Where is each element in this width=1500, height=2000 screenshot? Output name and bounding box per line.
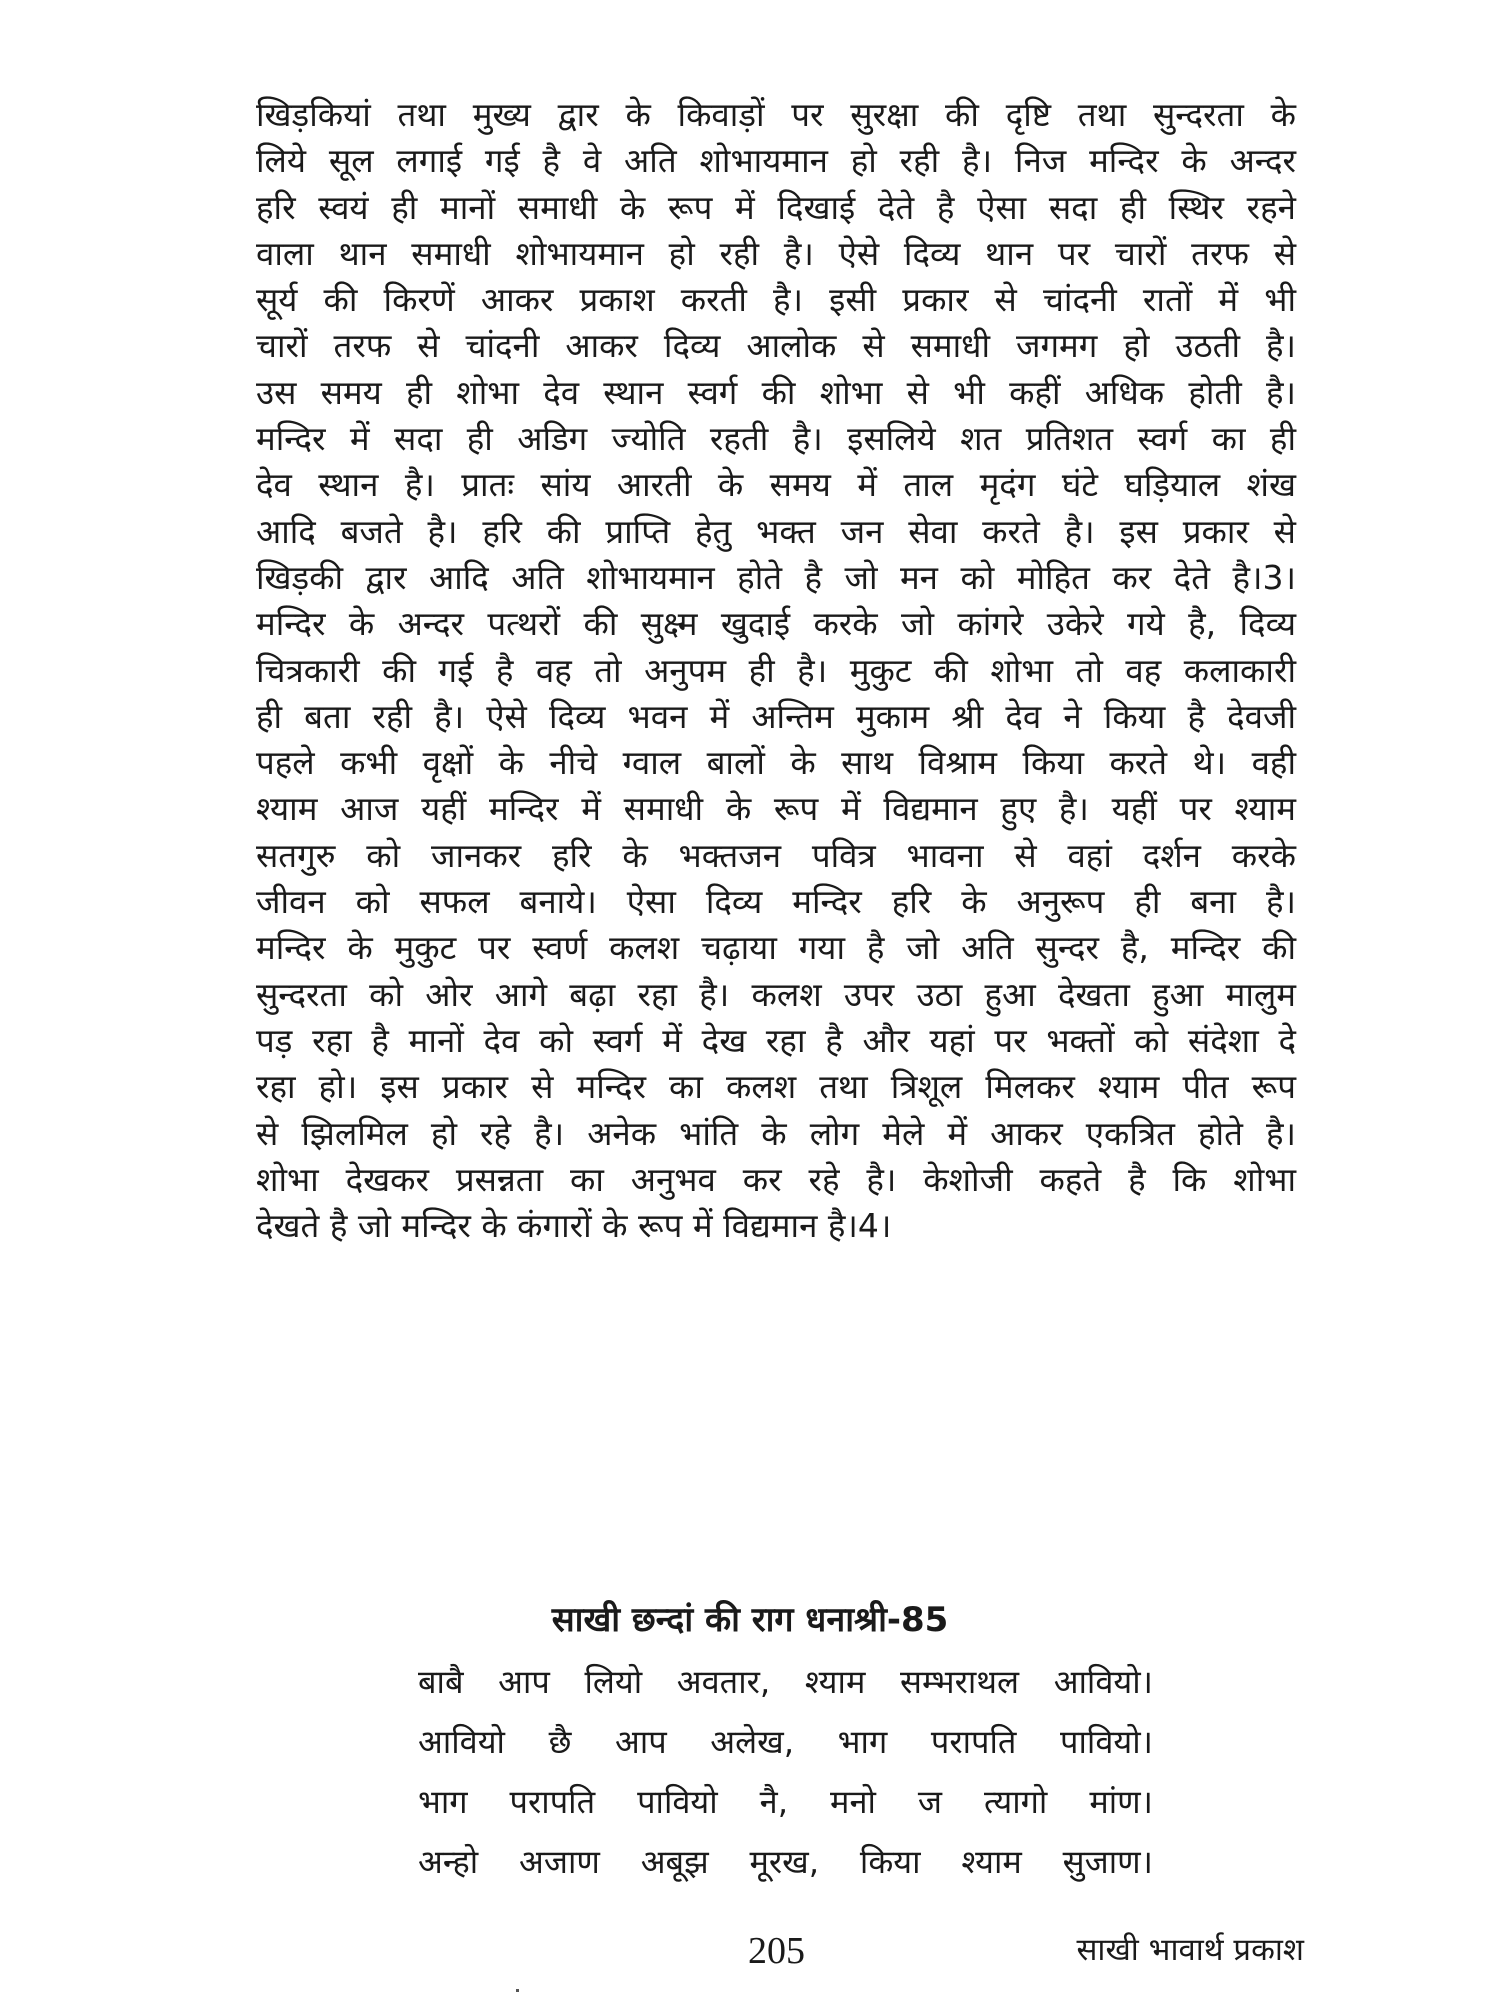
paragraph-line: देखते है जो मन्दिर के कंगारों के रूप में विद्यमान है।4। (256, 1206, 892, 1246)
paragraph-line: पड़ रहा है मानों देव को स्वर्ग में देख रहा है और यहां पर भक्तों को संदेशा दे (256, 1020, 1296, 1060)
verse-line: बाबै आप लियो अवतार, श्याम सम्भराथल आवियो। (418, 1663, 1153, 1701)
running-title: साखी भावार्थ प्रकाश (1076, 1932, 1304, 1968)
paragraph-line: चारों तरफ से चांदनी आकर दिव्य आलोक से समाधी जगमग हो उठती है। (256, 326, 1296, 366)
paragraph-line: सुन्दरता को ओर आगे बढ़ा रहा है। कलश उपर उठा हुआ देखता हुआ मालुम (256, 974, 1296, 1014)
paragraph-line: से झिलमिल हो रहे है। अनेक भांति के लोग मेले में आकर एकत्रित होते है। (256, 1113, 1296, 1153)
paragraph-line: मन्दिर के अन्दर पत्थरों की सुक्ष्म खुदाई करके जो कांगरे उकेरे गये है, दिव्य (256, 604, 1296, 644)
paragraph-line: जीवन को सफल बनाये। ऐसा दिव्य मन्दिर हरि के अनुरूप ही बना है। (256, 882, 1296, 922)
verse-line: भाग परापति पावियो नै, मनो ज त्यागो मांण। (418, 1783, 1153, 1821)
paragraph-line: वाला थान समाधी शोभायमान हो रही है। ऐसे दिव्य थान पर चारों तरफ से (256, 233, 1296, 273)
print-speck (516, 1989, 519, 1992)
verse-line: अन्हो अजाण अबूझ मूरख, किया श्याम सुजाण। (418, 1843, 1153, 1881)
paragraph-line: शोभा देखकर प्रसन्नता का अनुभव कर रहे है। केशोजी कहते है कि शोभा (256, 1159, 1296, 1199)
paragraph-line: देव स्थान है। प्रातः सांय आरती के समय में ताल मृदंग घंटे घड़ियाल शंख (256, 465, 1296, 505)
commentary-paragraph (256, 92, 1296, 1249)
paragraph-line: लिये सूल लगाई गई है वे अति शोभायमान हो रही है। निज मन्दिर के अन्दर (256, 141, 1296, 181)
paragraph-line: मन्दिर के मुकुट पर स्वर्ण कलश चढ़ाया गया है जो अति सुन्दर है, मन्दिर की (256, 928, 1296, 968)
paragraph-line: श्याम आज यहीं मन्दिर में समाधी के रूप में विद्यमान हुए है। यहीं पर श्याम (256, 789, 1296, 829)
paragraph-line: सतगुरु को जानकर हरि के भक्तजन पवित्र भावना से वहां दर्शन करके (256, 835, 1296, 875)
paragraph-line: सूर्य की किरणें आकर प्रकाश करती है। इसी प्रकार से चांदनी रातों में भी (256, 280, 1296, 320)
paragraph-line: मन्दिर में सदा ही अडिग ज्योति रहती है। इसलिये शत प्रतिशत स्वर्ग का ही (256, 419, 1296, 459)
section-heading: साखी छन्दां की राग धनाश्री-85 (551, 1600, 949, 1640)
paragraph-line: चित्रकारी की गई है वह तो अनुपम ही है। मुकुट की शोभा तो वह कलाकारी (256, 650, 1296, 690)
page-number: 205 (748, 1930, 805, 1972)
paragraph-line: आदि बजते है। हरि की प्राप्ति हेतु भक्त जन सेवा करते है। इस प्रकार से (256, 511, 1296, 551)
paragraph-line: ही बता रही है। ऐसे दिव्य भवन में अन्तिम मुकाम श्री देव ने किया है देवजी (256, 696, 1296, 736)
paragraph-line: खिड़की द्वार आदि अति शोभायमान होते है जो मन को मोहित कर देते है।3। (256, 557, 1296, 597)
paragraph-line: रहा हो। इस प्रकार से मन्दिर का कलश तथा त्रिशूल मिलकर श्याम पीत रूप (256, 1067, 1296, 1107)
paragraph-line: उस समय ही शोभा देव स्थान स्वर्ग की शोभा से भी कहीं अधिक होती है। (256, 372, 1296, 412)
paragraph-line: पहले कभी वृक्षों के नीचे ग्वाल बालों के साथ विश्राम किया करते थे। वही (256, 743, 1296, 783)
paragraph-line: खिड़कियां तथा मुख्य द्वार के किवाड़ों पर सुरक्षा की दृष्टि तथा सुन्दरता के (256, 95, 1296, 134)
verse-line: आवियो छै आप अलेख, भाग परापति पावियो। (418, 1723, 1153, 1761)
paragraph-line: हरि स्वयं ही मानों समाधी के रूप में दिखाई देते है ऐसा सदा ही स्थिर रहने (256, 187, 1296, 227)
verse-block (418, 1652, 1153, 1892)
